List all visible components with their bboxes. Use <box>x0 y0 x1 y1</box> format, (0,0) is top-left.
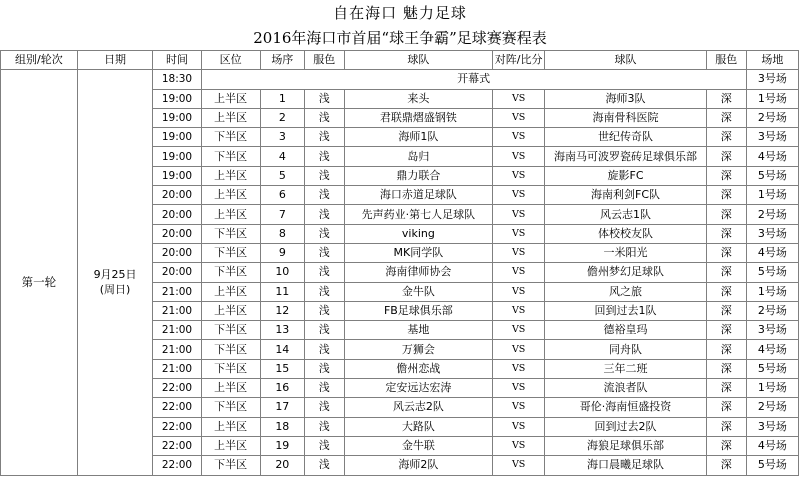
team-b-color: 深 <box>706 205 746 224</box>
round-cell: 第一轮 <box>1 89 78 475</box>
match-venue: 3号场 <box>746 321 798 340</box>
match-vs: VS <box>493 147 545 166</box>
team-b-name: 体校校友队 <box>545 224 707 243</box>
team-b-color: 深 <box>706 243 746 262</box>
match-vs: VS <box>493 417 545 436</box>
team-a-name: viking <box>344 224 492 243</box>
col-header-team-a: 球队 <box>344 51 492 70</box>
match-zone: 上半区 <box>201 166 260 185</box>
match-zone: 下半区 <box>201 456 260 475</box>
match-venue: 4号场 <box>746 340 798 359</box>
team-a-name: 海南律师协会 <box>344 263 492 282</box>
match-venue: 4号场 <box>746 147 798 166</box>
match-zone: 上半区 <box>201 282 260 301</box>
team-b-name: 哥伦·海南恒盛投资 <box>545 398 707 417</box>
match-venue: 1号场 <box>746 282 798 301</box>
team-b-color: 深 <box>706 340 746 359</box>
match-venue: 1号场 <box>746 186 798 205</box>
team-b-name: 回到过去1队 <box>545 301 707 320</box>
match-number: 15 <box>260 359 304 378</box>
match-zone: 下半区 <box>201 359 260 378</box>
team-b-color: 深 <box>706 398 746 417</box>
match-time: 19:00 <box>153 108 201 127</box>
opening-venue: 3号场 <box>746 70 798 89</box>
col-header-date: 日期 <box>77 51 153 70</box>
team-b-name: 流浪者队 <box>545 379 707 398</box>
team-a-name: 岛归 <box>344 147 492 166</box>
match-number: 20 <box>260 456 304 475</box>
match-time: 21:00 <box>153 359 201 378</box>
opening-label: 开幕式 <box>201 70 746 89</box>
match-time: 22:00 <box>153 398 201 417</box>
team-a-color: 浅 <box>304 166 344 185</box>
team-a-color: 浅 <box>304 108 344 127</box>
team-b-name: 风云志1队 <box>545 205 707 224</box>
match-venue: 5号场 <box>746 456 798 475</box>
team-a-name: FB足球俱乐部 <box>344 301 492 320</box>
match-number: 10 <box>260 263 304 282</box>
match-time: 21:00 <box>153 301 201 320</box>
team-a-name: 大路队 <box>344 417 492 436</box>
col-header-score: 对阵/比分 <box>493 51 545 70</box>
team-a-color: 浅 <box>304 263 344 282</box>
opening-row <box>1 70 799 89</box>
match-time: 20:00 <box>153 263 201 282</box>
col-header-color-a: 服色 <box>304 51 344 70</box>
team-a-name: 金牛联 <box>344 436 492 455</box>
match-zone: 下半区 <box>201 128 260 147</box>
match-time: 20:00 <box>153 243 201 262</box>
team-b-name: 回到过去2队 <box>545 417 707 436</box>
match-time: 19:00 <box>153 128 201 147</box>
match-number: 12 <box>260 301 304 320</box>
team-a-color: 浅 <box>304 224 344 243</box>
team-a-color: 浅 <box>304 456 344 475</box>
team-a-color: 浅 <box>304 321 344 340</box>
match-vs: VS <box>493 359 545 378</box>
team-b-color: 深 <box>706 456 746 475</box>
team-b-color: 深 <box>706 321 746 340</box>
team-a-color: 浅 <box>304 243 344 262</box>
match-number: 6 <box>260 186 304 205</box>
team-b-color: 深 <box>706 147 746 166</box>
match-time: 21:00 <box>153 340 201 359</box>
team-a-name: 海口赤道足球队 <box>344 186 492 205</box>
col-header-time: 时间 <box>153 51 201 70</box>
match-vs: VS <box>493 108 545 127</box>
match-time: 22:00 <box>153 379 201 398</box>
col-header-group: 组别/轮次 <box>1 51 78 70</box>
team-b-color: 深 <box>706 379 746 398</box>
header-row <box>1 51 799 70</box>
team-b-color: 深 <box>706 186 746 205</box>
match-vs: VS <box>493 205 545 224</box>
match-vs: VS <box>493 89 545 108</box>
team-a-color: 浅 <box>304 359 344 378</box>
match-venue: 3号场 <box>746 128 798 147</box>
team-a-color: 浅 <box>304 398 344 417</box>
match-number: 18 <box>260 417 304 436</box>
match-time: 21:00 <box>153 282 201 301</box>
match-venue: 5号场 <box>746 166 798 185</box>
match-zone: 下半区 <box>201 224 260 243</box>
team-a-color: 浅 <box>304 436 344 455</box>
round-pad-top <box>1 70 78 89</box>
match-number: 3 <box>260 128 304 147</box>
team-b-color: 深 <box>706 359 746 378</box>
team-a-name: 万狮会 <box>344 340 492 359</box>
match-vs: VS <box>493 224 545 243</box>
team-b-name: 世纪传奇队 <box>545 128 707 147</box>
team-b-name: 旋影FC <box>545 166 707 185</box>
team-a-name: 鼎力联合 <box>344 166 492 185</box>
match-number: 13 <box>260 321 304 340</box>
match-vs: VS <box>493 243 545 262</box>
team-a-color: 浅 <box>304 379 344 398</box>
team-a-name: 风云志2队 <box>344 398 492 417</box>
team-b-name: 海师3队 <box>545 89 707 108</box>
team-b-color: 深 <box>706 417 746 436</box>
team-b-name: 海口晨曦足球队 <box>545 456 707 475</box>
opening-time: 18:30 <box>153 70 201 89</box>
match-venue: 5号场 <box>746 359 798 378</box>
col-header-team-b: 球队 <box>545 51 707 70</box>
match-venue: 1号场 <box>746 379 798 398</box>
match-number: 5 <box>260 166 304 185</box>
team-a-color: 浅 <box>304 147 344 166</box>
match-zone: 上半区 <box>201 89 260 108</box>
team-a-color: 浅 <box>304 301 344 320</box>
team-b-color: 深 <box>706 128 746 147</box>
team-a-name: 先声药业·第七人足球队 <box>344 205 492 224</box>
team-b-color: 深 <box>706 108 746 127</box>
match-zone: 上半区 <box>201 205 260 224</box>
team-b-name: 海狼足球俱乐部 <box>545 436 707 455</box>
match-vs: VS <box>493 379 545 398</box>
match-time: 19:00 <box>153 147 201 166</box>
match-venue: 4号场 <box>746 436 798 455</box>
team-b-color: 深 <box>706 89 746 108</box>
match-venue: 2号场 <box>746 301 798 320</box>
team-a-name: MK同学队 <box>344 243 492 262</box>
col-header-zone: 区位 <box>201 51 260 70</box>
match-venue: 3号场 <box>746 417 798 436</box>
match-number: 17 <box>260 398 304 417</box>
match-number: 14 <box>260 340 304 359</box>
team-a-name: 定安远达宏涛 <box>344 379 492 398</box>
match-vs: VS <box>493 166 545 185</box>
match-time: 20:00 <box>153 186 201 205</box>
team-b-name: 儋州梦幻足球队 <box>545 263 707 282</box>
match-number: 2 <box>260 108 304 127</box>
team-b-color: 深 <box>706 436 746 455</box>
match-vs: VS <box>493 456 545 475</box>
team-a-color: 浅 <box>304 205 344 224</box>
match-number: 19 <box>260 436 304 455</box>
match-zone: 上半区 <box>201 186 260 205</box>
match-time: 20:00 <box>153 205 201 224</box>
team-b-color: 深 <box>706 282 746 301</box>
team-a-name: 儋州恋战 <box>344 359 492 378</box>
match-time: 22:00 <box>153 456 201 475</box>
schedule-table <box>0 50 799 476</box>
team-b-name: 海南利剑FC队 <box>545 186 707 205</box>
match-time: 21:00 <box>153 321 201 340</box>
match-vs: VS <box>493 398 545 417</box>
match-venue: 3号场 <box>746 224 798 243</box>
match-venue: 2号场 <box>746 205 798 224</box>
team-b-name: 三年二班 <box>545 359 707 378</box>
team-a-color: 浅 <box>304 417 344 436</box>
team-a-color: 浅 <box>304 282 344 301</box>
match-time: 19:00 <box>153 89 201 108</box>
team-a-name: 海师2队 <box>344 456 492 475</box>
match-zone: 上半区 <box>201 417 260 436</box>
match-venue: 2号场 <box>746 108 798 127</box>
schedule-subtitle: 2016年海口市首届“球王争霸”足球赛赛程表 <box>253 29 547 47</box>
team-a-name: 基地 <box>344 321 492 340</box>
match-zone: 下半区 <box>201 340 260 359</box>
team-b-color: 深 <box>706 301 746 320</box>
match-vs: VS <box>493 340 545 359</box>
team-b-color: 深 <box>706 166 746 185</box>
col-header-color-b: 服色 <box>706 51 746 70</box>
date-line: 9月25日 <box>93 267 137 281</box>
match-time: 19:00 <box>153 166 201 185</box>
col-header-match-no: 场序 <box>260 51 304 70</box>
match-zone: 下半区 <box>201 243 260 262</box>
team-b-name: 海南骨科医院 <box>545 108 707 127</box>
team-a-name: 君联鼎熠盛钢铁 <box>344 108 492 127</box>
team-a-color: 浅 <box>304 340 344 359</box>
match-vs: VS <box>493 301 545 320</box>
match-time: 22:00 <box>153 417 201 436</box>
team-b-name: 同舟队 <box>545 340 707 359</box>
date-cell <box>77 89 153 475</box>
match-vs: VS <box>493 263 545 282</box>
match-number: 9 <box>260 243 304 262</box>
match-zone: 下半区 <box>201 147 260 166</box>
match-zone: 下半区 <box>201 398 260 417</box>
match-number: 1 <box>260 89 304 108</box>
match-venue: 4号场 <box>746 243 798 262</box>
team-a-name: 海师1队 <box>344 128 492 147</box>
team-b-name: 风之旅 <box>545 282 707 301</box>
match-zone: 上半区 <box>201 108 260 127</box>
team-a-name: 金牛队 <box>344 282 492 301</box>
match-vs: VS <box>493 282 545 301</box>
col-header-venue: 场地 <box>746 51 798 70</box>
team-b-name: 德裕皇玛 <box>545 321 707 340</box>
match-time: 22:00 <box>153 436 201 455</box>
match-number: 4 <box>260 147 304 166</box>
match-vs: VS <box>493 321 545 340</box>
match-time: 20:00 <box>153 224 201 243</box>
match-venue: 5号场 <box>746 263 798 282</box>
team-b-name: 海南马可波罗瓷砖足球俱乐部 <box>545 147 707 166</box>
match-zone: 上半区 <box>201 379 260 398</box>
match-row <box>1 89 799 108</box>
match-vs: VS <box>493 128 545 147</box>
match-number: 16 <box>260 379 304 398</box>
match-vs: VS <box>493 436 545 455</box>
match-zone: 上半区 <box>201 436 260 455</box>
date-pad-top <box>77 70 153 89</box>
match-venue: 1号场 <box>746 89 798 108</box>
weekday-line: (周日) <box>99 282 131 296</box>
match-number: 7 <box>260 205 304 224</box>
match-zone: 下半区 <box>201 263 260 282</box>
schedule-title: 自在海口 魅力足球 <box>333 4 467 22</box>
match-number: 11 <box>260 282 304 301</box>
match-vs: VS <box>493 186 545 205</box>
match-number: 8 <box>260 224 304 243</box>
team-a-color: 浅 <box>304 186 344 205</box>
team-a-color: 浅 <box>304 128 344 147</box>
team-b-color: 深 <box>706 263 746 282</box>
team-b-color: 深 <box>706 224 746 243</box>
team-b-name: 一米阳光 <box>545 243 707 262</box>
team-a-color: 浅 <box>304 89 344 108</box>
match-zone: 下半区 <box>201 321 260 340</box>
match-venue: 2号场 <box>746 398 798 417</box>
team-a-name: 来头 <box>344 89 492 108</box>
match-zone: 上半区 <box>201 301 260 320</box>
